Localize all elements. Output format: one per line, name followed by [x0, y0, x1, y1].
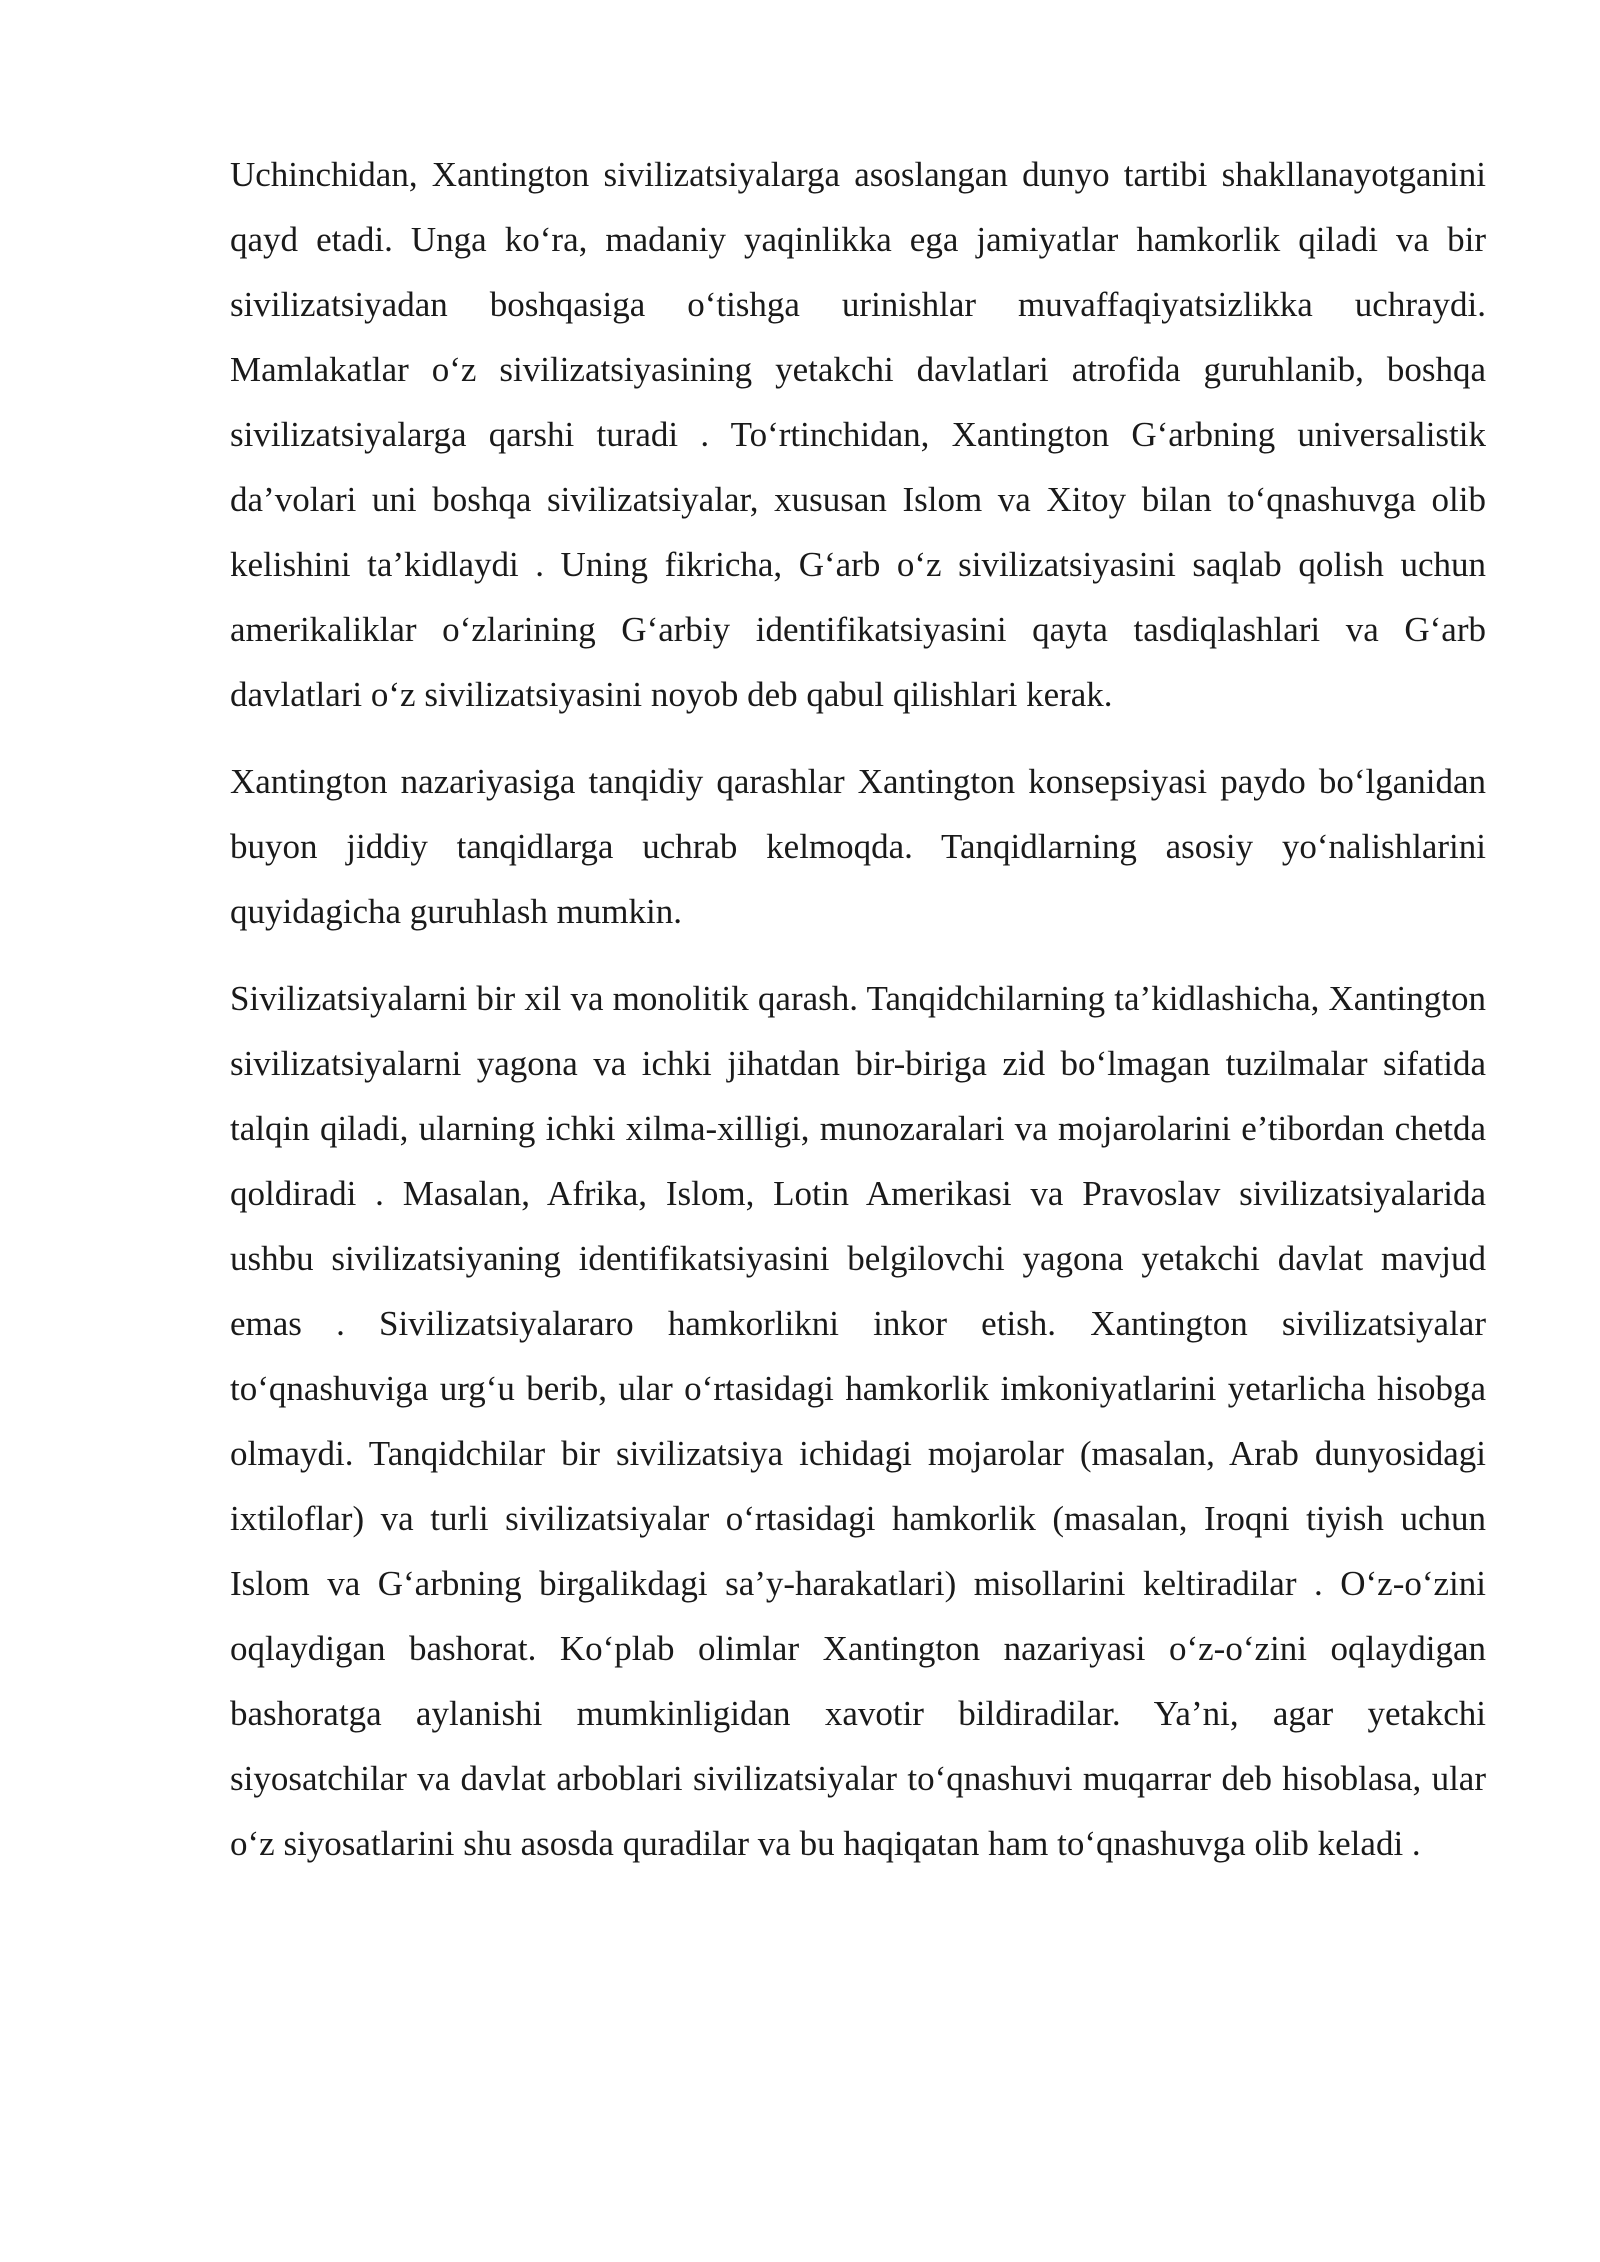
- document-body: [230, 142, 1486, 1898]
- paragraph-3: Sivilizatsiyalarni bir xil va monolitik qarash. Tanqidchilarning ta’kidlashicha, Xantington sivilizatsiyalarni yagona va ichki jihatdan bir-biriga zid bo‘lmagan tuzilmalar sifatida talqin qiladi, ularning ichki xilma-xilligi, munozaralari va mojarolarini e’tibordan chetda qoldiradi . Masalan, Afrika, Islom, Lotin Amerikasi va Pravoslav sivilizatsiyalarida ushbu sivilizatsiyaning identifikatsiyasini belgilovchi yagona yetakchi davlat mavjud emas . Sivilizatsiyalararo hamkorlikni inkor etish. Xantington sivilizatsiyalar to‘qnashuviga urg‘u berib, ular o‘rtasidagi hamkorlik imkoniyatlarini yetarlicha hisobga olmaydi. Tanqidchilar bir sivilizatsiya ichidagi mojarolar (masalan, Arab dunyosidagi ixtiloflar) va turli sivilizatsiyalar o‘rtasidagi hamkorlik (masalan, Iroqni tiyish uchun Islom va G‘arbning birgalikdagi sa’y-harakatlari) misollarini keltiradilar . O‘z-o‘zini oqlaydigan bashorat. Ko‘plab olimlar Xantington nazariyasi o‘z-o‘zini oqlaydigan bashoratga aylanishi mumkinligidan xavotir bildiradilar. Ya’ni, agar yetakchi siyosatchilar va davlat arboblari sivilizatsiyalar to‘qnashuvi muqarrar deb hisoblasa, ular o‘z siyosatlarini shu asosda quradilar va bu haqiqatan ham to‘qnashuvga olib keladi .: [230, 979, 1486, 1863]
- paragraph-2: Xantington nazariyasiga tanqidiy qarashlar Xantington konsepsiyasi paydo bo‘lganidan buyon jiddiy tanqidlarga uchrab kelmoqda. Tanqidlarning asosiy yo‘nalishlarini quyidagicha guruhlash mumkin.: [230, 762, 1486, 931]
- paragraph-1: Uchinchidan, Xantington sivilizatsiyalarga asoslangan dunyo tartibi shakllanayotganini qayd etadi. Unga ko‘ra, madaniy yaqinlikka ega jamiyatlar hamkorlik qiladi va bir sivilizatsiyadan boshqasiga o‘tishga urinishlar muvaffaqiyatsizlikka uchraydi. Mamlakatlar o‘z sivilizatsiyasining yetakchi davlatlari atrofida guruhlanib, boshqa sivilizatsiyalarga qarshi turadi . To‘rtinchidan, Xantington G‘arbning universalistik da’volari uni boshqa sivilizatsiyalar, xususan Islom va Xitoy bilan to‘qnashuvga olib kelishini ta’kidlaydi . Uning fikricha, G‘arb o‘z sivilizatsiyasini saqlab qolish uchun amerikaliklar o‘zlarining G‘arbiy identifikatsiyasini qayta tasdiqlashlari va G‘arb davlatlari o‘z sivilizatsiyasini noyob deb qabul qilishlari kerak.: [230, 155, 1486, 714]
